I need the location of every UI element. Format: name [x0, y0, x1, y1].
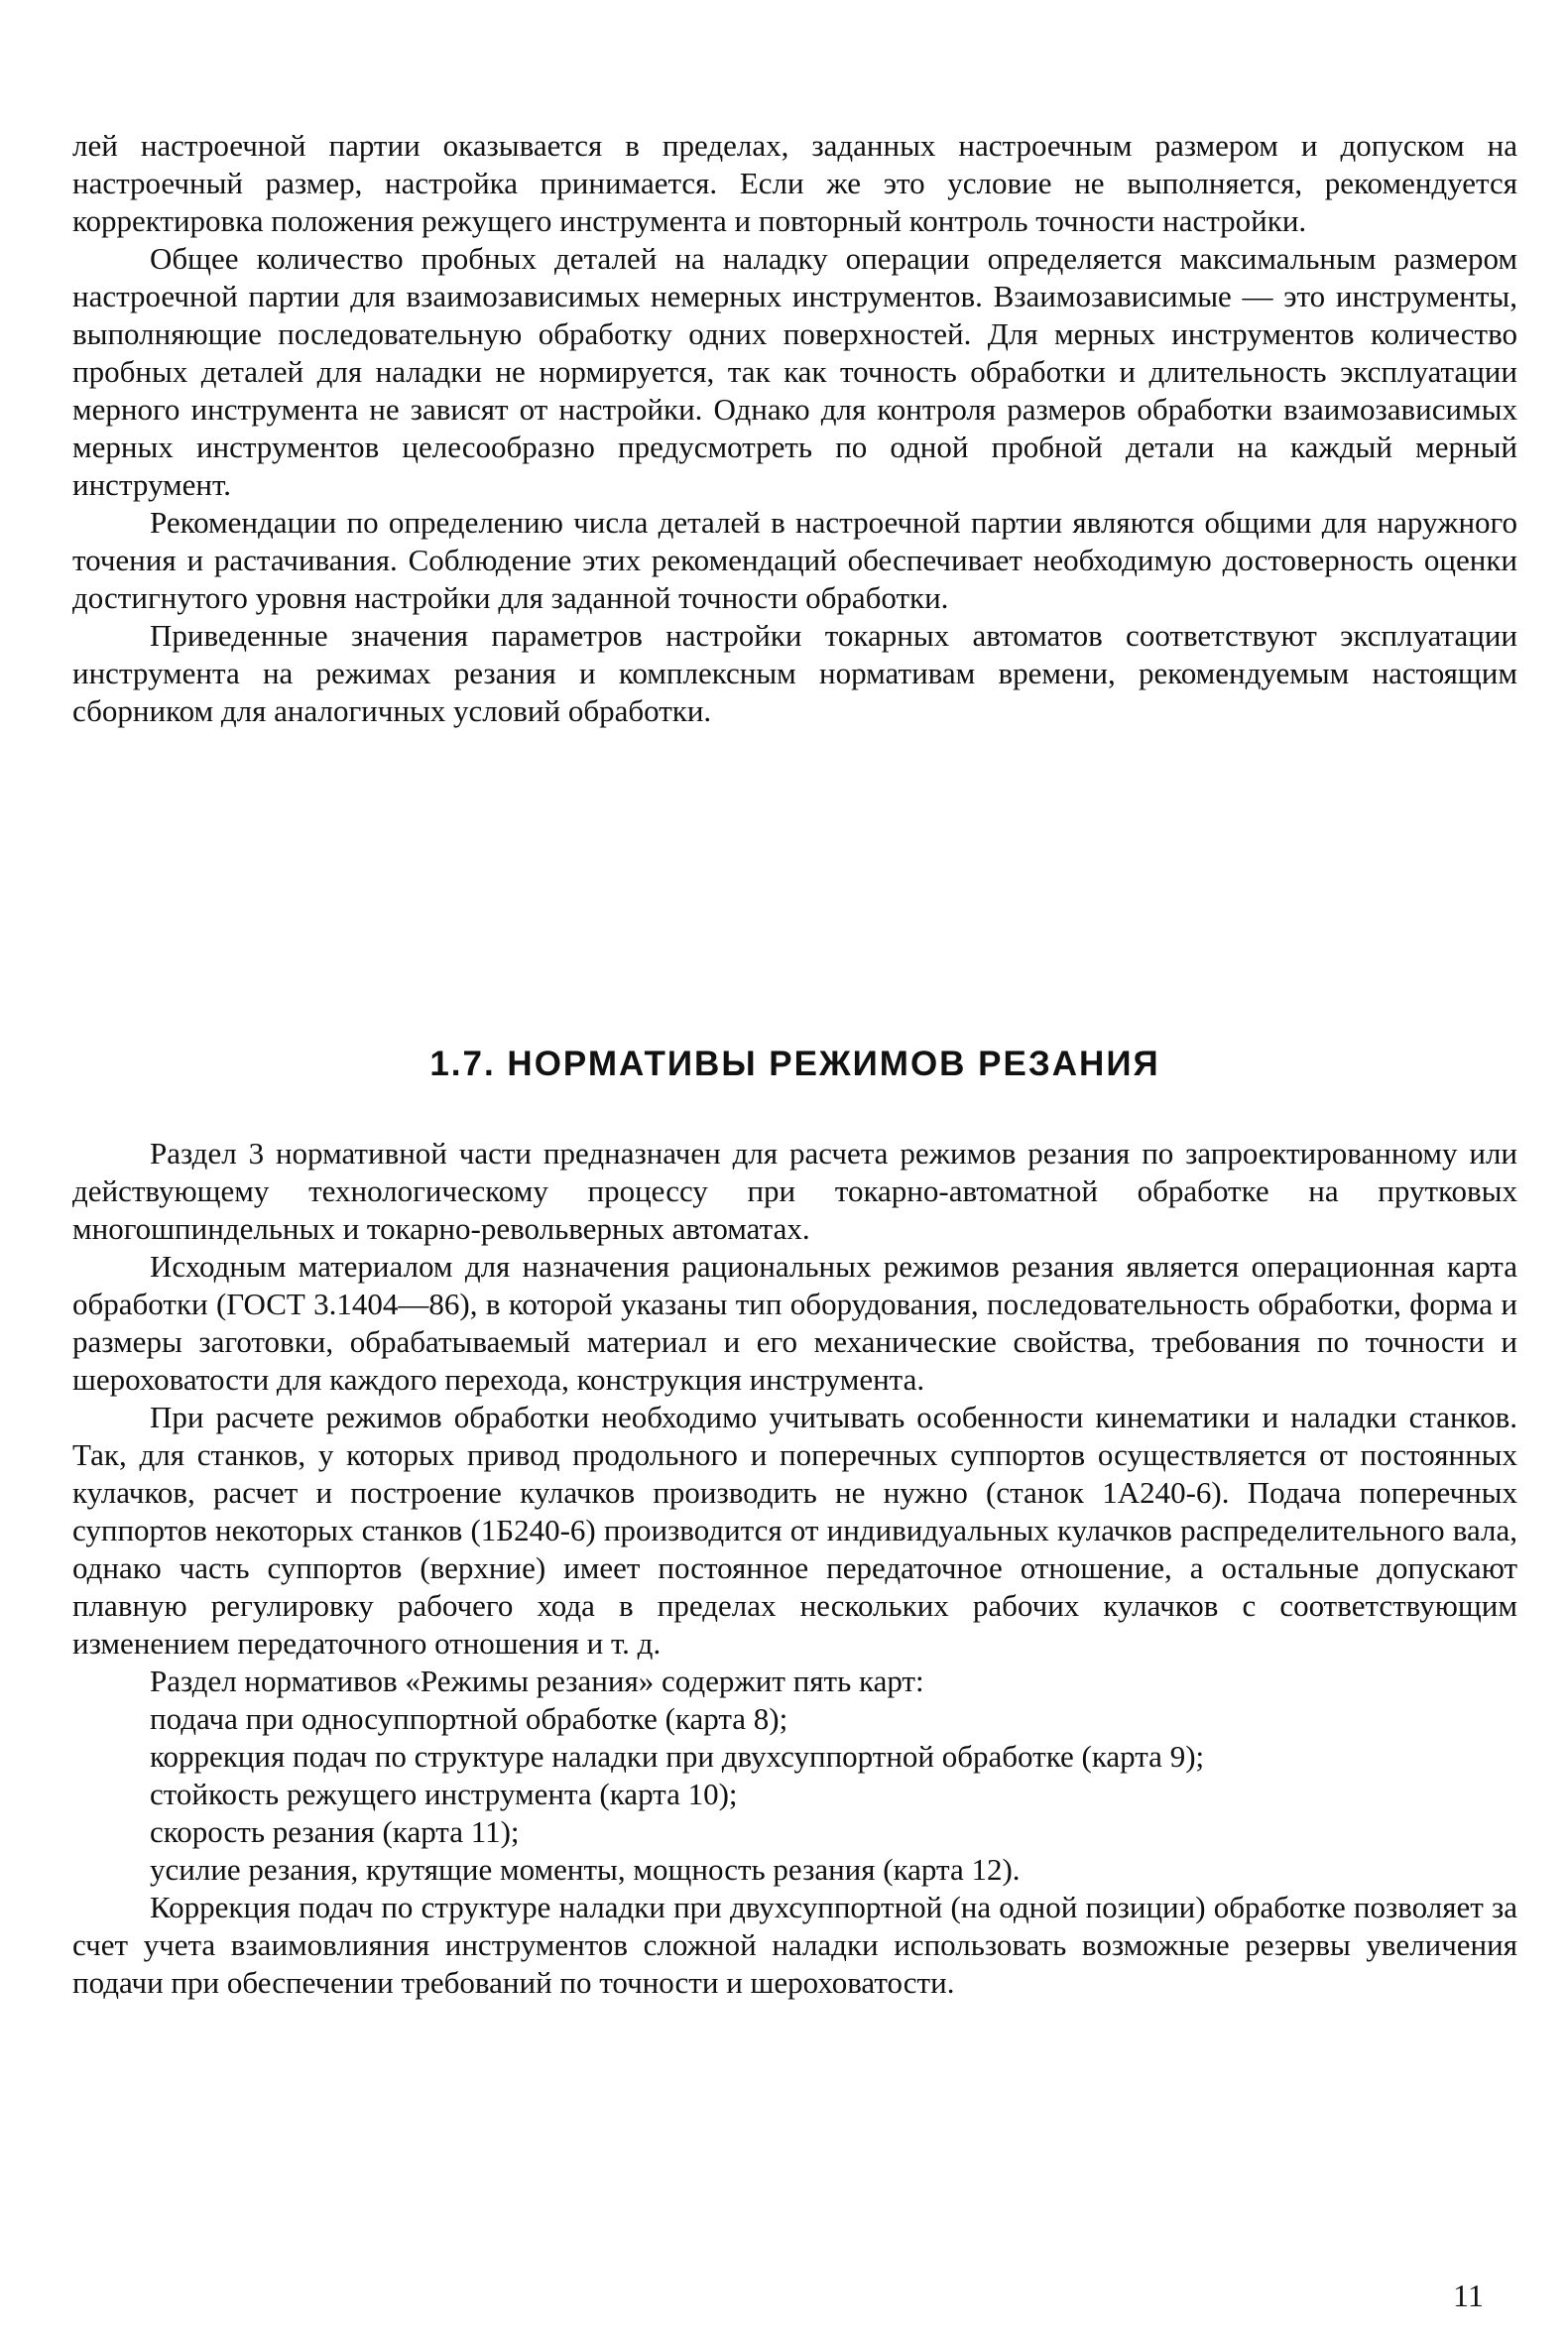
list-item-card-11: скорость резания (карта 11);	[150, 1814, 520, 1849]
paragraph-section-purpose: Раздел 3 нормативной части предназначен для расчета режимов резания по запроектированному или действующему технологическому процессу при токарно-автоматной обработке на прутковых многошпиндельных и токарно-револьверных автоматах.	[72, 1136, 1517, 1246]
list-item-card-9: коррекция подач по структуре наладки при двухсуппортной обработке (карта 9);	[150, 1739, 1205, 1774]
paragraph-parameters: Приведенные значения параметров настройки токарных автоматов соответствуют эксплуатации инструмента на режимах резания и комплексным нормативам времени, рекомендуемым настоящим сборником для аналогичных условий обработки.	[72, 618, 1517, 728]
paragraph-closing: Коррекция подач по структуре наладки при двухсуппортной (на одной позиции) обработке позволяет за счет учета взаимовлияния инструментов сложной наладки использовать возможные резервы увеличения подачи при обеспечении требований по точности и шероховатости.	[72, 1890, 1517, 2000]
section-text-block	[72, 1135, 1517, 2002]
page-number: 11	[1453, 2278, 1484, 2313]
section-heading: 1.7. НОРМАТИВЫ РЕЖИМОВ РЕЗАНИЯ	[429, 1045, 1160, 1083]
paragraph-source-material: Исходным материалом для назначения рациональных режимов резания является операционная карта обработки (ГОСТ 3.1404—86), в которой указаны тип оборудования, последовательность обработки, форма и размеры заготовки, обрабатываемый материал и его механические свойства, требования по точности и шероховатости для каждого перехода, конструкция инструмента.	[72, 1249, 1517, 1397]
paragraph-kinematics: При расчете режимов обработки необходимо учитывать особенности кинематики и наладки станков. Так, для станков, у которых привод продольного и поперечных суппортов осуществляется от постоянных кулачков, расчет и построение кулачков производить не нужно (станок 1А240-6). Подача поперечных суппортов некоторых станков (1Б240-6) производится от индивидуальных кулачков распределительного вала, однако часть суппортов (верхние) имеет постоянное передаточное отношение, а остальные допускают плавную регулировку рабочего хода в пределах нескольких рабочих кулачков с соответствующим изменением передаточного отношения и т. д.	[72, 1400, 1517, 1661]
intro-text-block	[72, 127, 1517, 730]
paragraph-recommendations: Рекомендации по определению числа деталей в настроечной партии являются общими для наружного точения и растачивания. Соблюдение этих рекомендаций обеспечивает необходимую достоверность оценки достигнутого уровня настройки для заданной точности обработки.	[72, 505, 1517, 615]
list-item-card-10: стойкость режущего инструмента (карта 10);	[150, 1777, 738, 1811]
list-item-card-12: усилие резания, крутящие моменты, мощность резания (карта 12).	[150, 1852, 1021, 1887]
paragraph-continuation: лей настроечной партии оказывается в пределах, заданных настроечным размером и допуском на настроечный размер, настройка принимается. Если же это условие не выполняется, рекомендуется корректировка положения режущего инструмента и повторный контроль точности настройки.	[72, 128, 1517, 238]
paragraph-trial-parts: Общее количество пробных деталей на наладку операции определяется максимальным размером настроечной партии для взаимозависимых немерных инструментов. Взаимозависимые — это инструменты, выполняющие последовательную обработку одних поверхностей. Для мерных инструментов количество пробных деталей для наладки не нормируется, так как точность обработки и длительность эксплуатации мерного инструмента не зависят от настройки. Однако для контроля размеров обработки взаимозависимых мерных инструментов целесообразно предусмотреть по одной пробной детали на каждый мерный инструмент.	[72, 241, 1517, 502]
paragraph-cards-intro: Раздел нормативов «Режимы резания» содержит пять карт:	[150, 1664, 924, 1698]
list-item-card-8: подача при односуппортной обработке (карта 8);	[150, 1701, 788, 1736]
